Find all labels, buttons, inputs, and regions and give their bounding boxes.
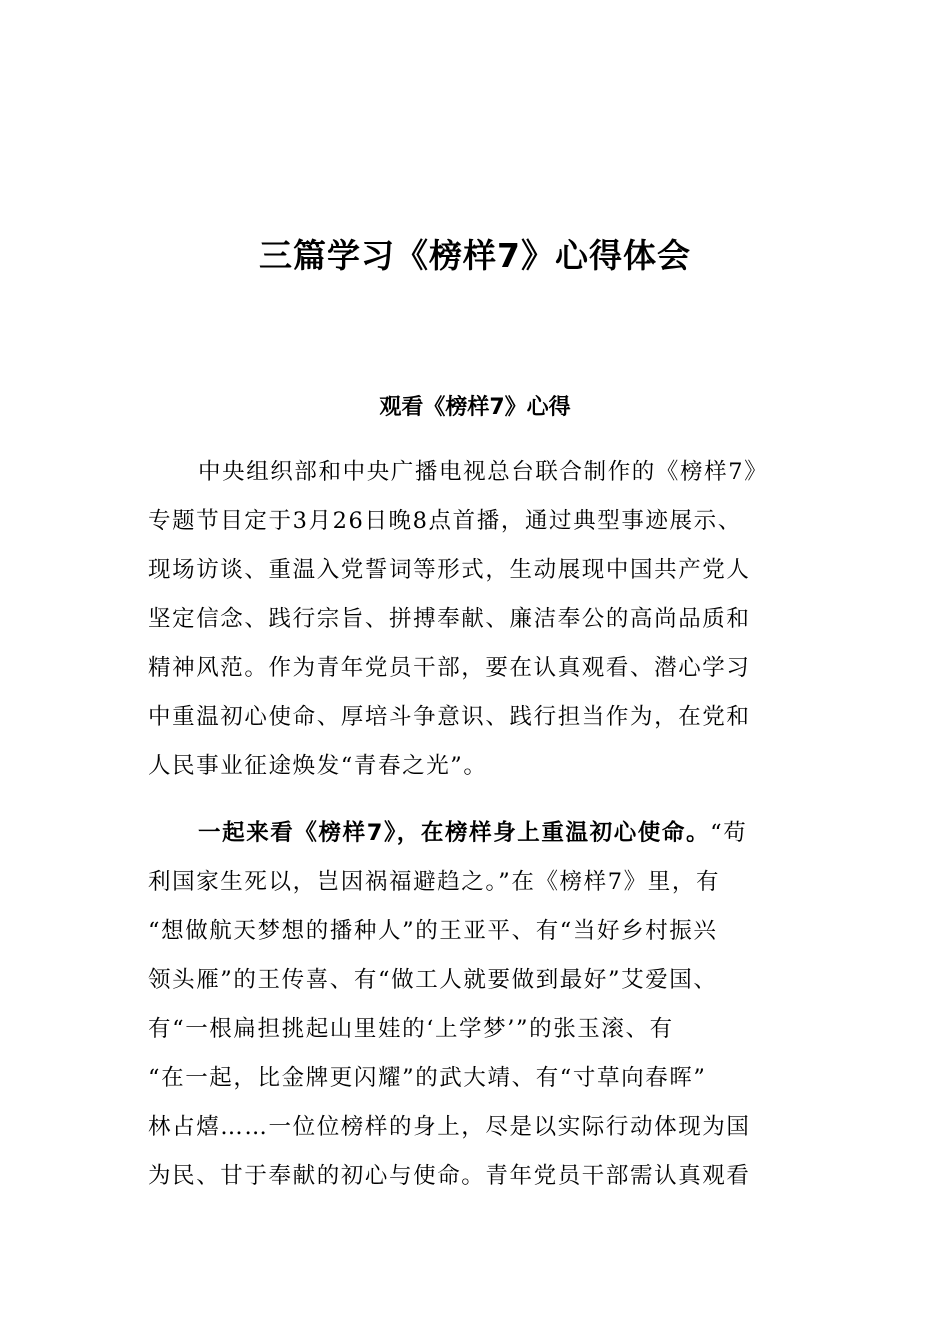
paragraph-line: 有“一根扁担挑起山里娃的‘上学梦’”的张玉滚、有 xyxy=(148,1016,674,1042)
section-title: 观看《榜样7》心得 xyxy=(379,395,571,420)
paragraph-lead-line xyxy=(198,813,858,853)
paragraph-line: 专题节目定于3月26日晚8点首播，通过典型事迹展示、 xyxy=(148,508,742,534)
paragraph-line: 中重温初心使命、厚培斗争意识、践行担当作为，在党和 xyxy=(148,704,751,730)
paragraph-line: “在一起，比金牌更闪耀”的武大靖、有“寸草向春晖” xyxy=(148,1065,707,1091)
paragraph-line: 坚定信念、践行宗旨、拼搏奉献、廉洁奉公的高尚品质和 xyxy=(148,606,751,632)
paragraph-line: 中央组织部和中央广播电视总台联合制作的《榜样7》 xyxy=(198,459,769,485)
paragraph-line: “想做航天梦想的播种人”的王亚平、有“当好乡村振兴 xyxy=(148,918,718,944)
paragraph-line: 林占熺……一位位榜样的身上，尽是以实际行动体现为国 xyxy=(148,1114,751,1140)
paragraph-line: 利国家生死以，岂因祸福避趋之。”在《榜样7》里，有 xyxy=(148,869,721,895)
paragraph-line: 领头雁”的王传喜、有“做工人就要做到最好”艾爱国、 xyxy=(148,967,718,993)
paragraph-lead-text: “苟 xyxy=(710,820,748,846)
paragraph-line: 现场访谈、重温入党誓词等形式，生动展现中国共产党人 xyxy=(148,557,751,583)
paragraph-line: 为民、甘于奉献的初心与使命。青年党员干部需认真观看 xyxy=(148,1163,751,1189)
paragraph-lead-heading: 一起来看《榜样7》，在榜样身上重温初心使命。 xyxy=(198,820,711,846)
paragraph-line: 精神风范。作为青年党员干部，要在认真观看、潜心学习 xyxy=(148,655,751,681)
document-title: 三篇学习《榜样7》心得体会 xyxy=(259,236,691,275)
paragraph-line: 人民事业征途焕发“青春之光”。 xyxy=(148,753,488,779)
